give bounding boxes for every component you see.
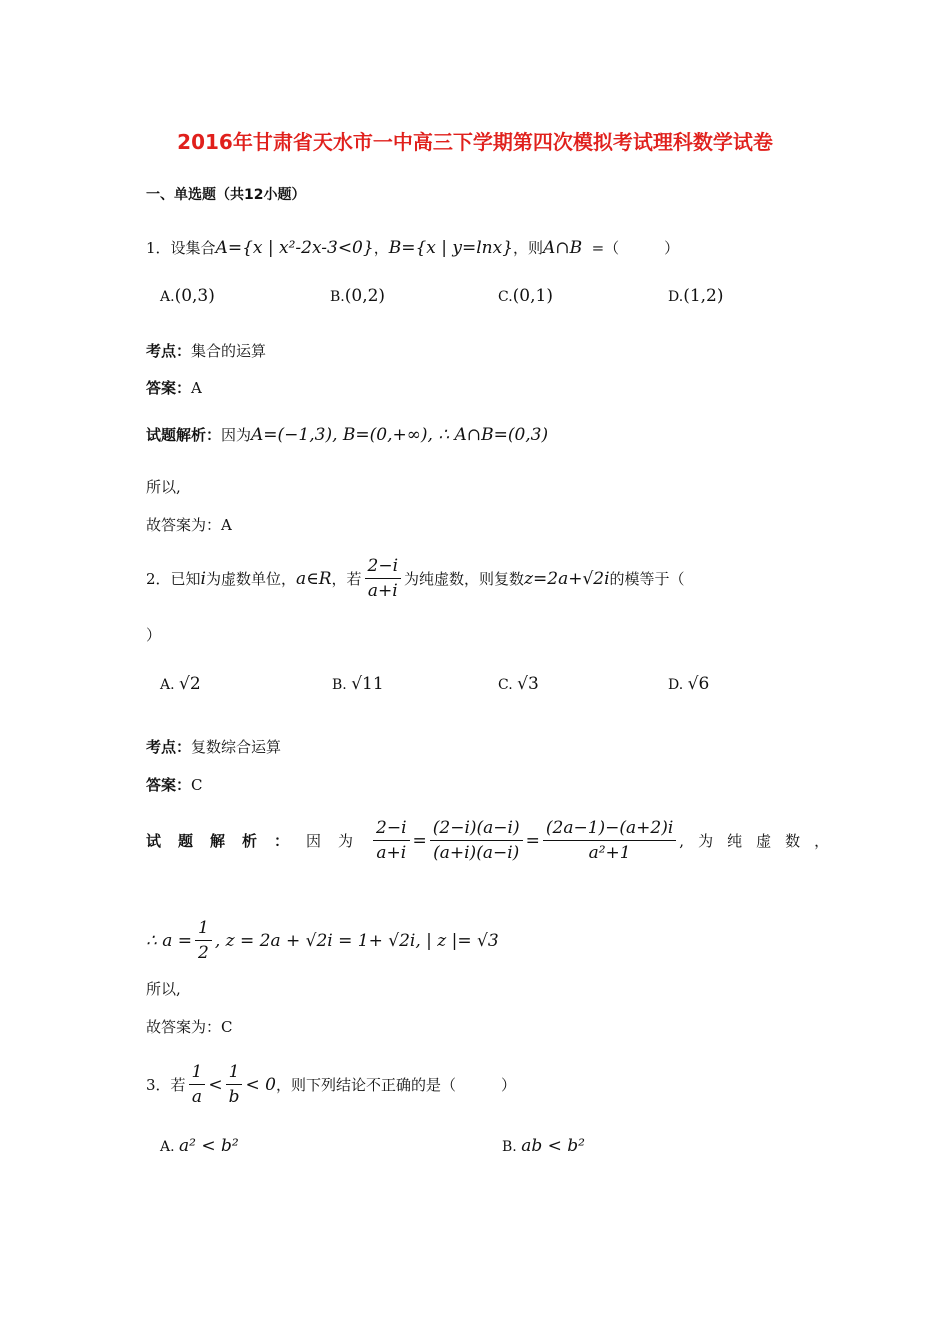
q3-frac-2 [226, 1062, 243, 1107]
q2-z: z=2a+√2i [524, 568, 610, 589]
q3-tail: < 0 [245, 1074, 276, 1095]
q1-answer [146, 377, 202, 398]
q2-kaodian [146, 736, 281, 757]
q1-option-a [160, 286, 215, 306]
q3-text-2: ，则下列结论不正确的是（ ） [275, 1076, 516, 1094]
option-value: √2 [179, 674, 201, 694]
option-value: √3 [517, 674, 539, 694]
frac-denominator: a+i [376, 843, 407, 863]
frac-numerator: 2−i [373, 818, 410, 841]
q2-option-d [668, 674, 709, 694]
option-label: C. [498, 289, 513, 305]
option-label: B. [502, 1139, 517, 1155]
question-1-stem [146, 237, 679, 258]
option-value: (0,2) [344, 286, 386, 306]
q1-set-b: B={x | y=lnx} [388, 238, 514, 258]
q3-frac-1 [189, 1062, 206, 1107]
frac-denominator: a+i [367, 581, 398, 601]
option-label: A. [160, 1139, 175, 1155]
analysis-label: 试题解析： [146, 832, 307, 850]
answer-label: 答案： [146, 776, 192, 794]
q3-text-1: 3．若 [146, 1076, 186, 1094]
q2-answer [146, 774, 203, 795]
analysis-text: 因为 [221, 426, 252, 444]
q2-text-4: 为纯虚数，则复数 [404, 570, 525, 588]
frac-numerator: 1 [195, 918, 212, 941]
q3-option-b [502, 1136, 585, 1156]
answer-value: C [191, 776, 203, 794]
q2-analysis: 试题解析： 因为 $\frac{2-i}{a+i}$ = $\frac{(2-i)(a-i)}{(a+i)(a-i)}$ = $\frac{(2a-1)-(a+2)i}{\text{a²+1}}$ ,为纯虚数， [146, 818, 844, 863]
q2-text-3: ，若 [331, 570, 362, 588]
option-value: a² < b² [179, 1136, 239, 1156]
kaodian-text: 复数综合运算 [191, 738, 282, 756]
option-label: B. [330, 289, 345, 305]
q2-final: 故答案为：C [146, 1018, 233, 1036]
option-label: B. [332, 677, 347, 693]
option-value: √6 [687, 674, 710, 694]
q2-therefore [146, 918, 499, 963]
frac-denominator: (a+i)(a−i) [433, 843, 520, 863]
analysis-pure-imag: ,为纯虚数， [679, 832, 844, 850]
q1-ask-math: A∩B [543, 238, 583, 258]
question-3-stem [146, 1062, 516, 1107]
option-label: A. [160, 289, 175, 305]
q2-a-in-r: a∈R [296, 568, 332, 589]
analysis-math: A=(−1,3), B=(0,+∞), ∴ A∩B=(0,3) [251, 425, 549, 445]
answer-label: 答案： [146, 379, 192, 397]
q2-text-2: 为虚数单位， [205, 570, 296, 588]
option-label: D. [668, 677, 684, 693]
q2-text-5: 的模等于（ [609, 570, 685, 588]
q2-i: i [200, 568, 206, 589]
q1-ask-prefix: ，则 [513, 239, 544, 257]
frac-numerator: (2a−1)−(a+2)i [543, 818, 676, 841]
section-heading: 一、单选题（共12小题） [146, 187, 306, 203]
therefore-rest: , z = 2a + √2i = 1+ √2i, | z |= √3 [214, 930, 499, 951]
q3-option-a [160, 1136, 239, 1156]
q1-comma: ， [373, 239, 389, 257]
frac-denominator: a²+1 [588, 843, 631, 863]
option-label: C. [498, 677, 513, 693]
therefore-prefix: ∴ a = [146, 930, 193, 951]
q3-less-than: < [208, 1074, 223, 1095]
q1-kaodian [146, 340, 266, 361]
option-value: √11 [351, 674, 384, 694]
q1-option-c [498, 286, 553, 306]
option-label: A. [160, 677, 175, 693]
analysis-because: 因为 [306, 832, 371, 850]
analysis-label: 试题解析： [146, 426, 222, 444]
option-label: D. [668, 289, 684, 305]
option-value: (1,2) [683, 286, 724, 306]
q2-analysis-frac-2 [430, 818, 523, 863]
kaodian-text: 集合的运算 [191, 342, 267, 360]
q2-fraction [365, 556, 402, 601]
q2-option-a [160, 674, 201, 694]
q1-option-d [668, 286, 724, 306]
q1-so: 所以, [146, 478, 181, 496]
question-2-stem [146, 556, 685, 601]
q1-prefix: 1．设集合 [146, 239, 216, 257]
option-value: ab < b² [521, 1136, 585, 1156]
q2-analysis-frac-1 [373, 818, 410, 863]
q1-final: 故答案为：A [146, 516, 232, 534]
frac-numerator: 1 [226, 1062, 243, 1085]
option-value: (0,1) [512, 286, 553, 306]
document-title: 2016年甘肃省天水市一中高三下学期第四次模拟考试理科数学试卷 [177, 130, 773, 154]
q2-so: 所以, [146, 980, 181, 998]
q1-ask-suffix: =（ ） [591, 239, 680, 257]
q2-close-paren: ） [146, 626, 162, 644]
q2-analysis-frac-3 [543, 818, 676, 863]
answer-value: A [191, 379, 202, 397]
q2-option-c [498, 674, 539, 694]
q1-analysis [146, 424, 548, 445]
frac-denominator: b [228, 1087, 240, 1107]
q2-option-b [332, 674, 384, 694]
frac-numerator: 2−i [365, 556, 402, 579]
frac-numerator: (2−i)(a−i) [430, 818, 523, 841]
q1-option-b [330, 286, 385, 306]
kaodian-label: 考点： [146, 738, 192, 756]
option-value: (0,3) [174, 286, 215, 306]
frac-denominator: 2 [198, 943, 209, 963]
kaodian-label: 考点： [146, 342, 192, 360]
q1-set-a: A={x | x²-2x-3<0} [215, 238, 374, 258]
frac-denominator: a [191, 1087, 203, 1107]
frac-numerator: 1 [189, 1062, 206, 1085]
therefore-fraction [195, 918, 212, 963]
q2-text-1: 2．已知 [146, 570, 201, 588]
